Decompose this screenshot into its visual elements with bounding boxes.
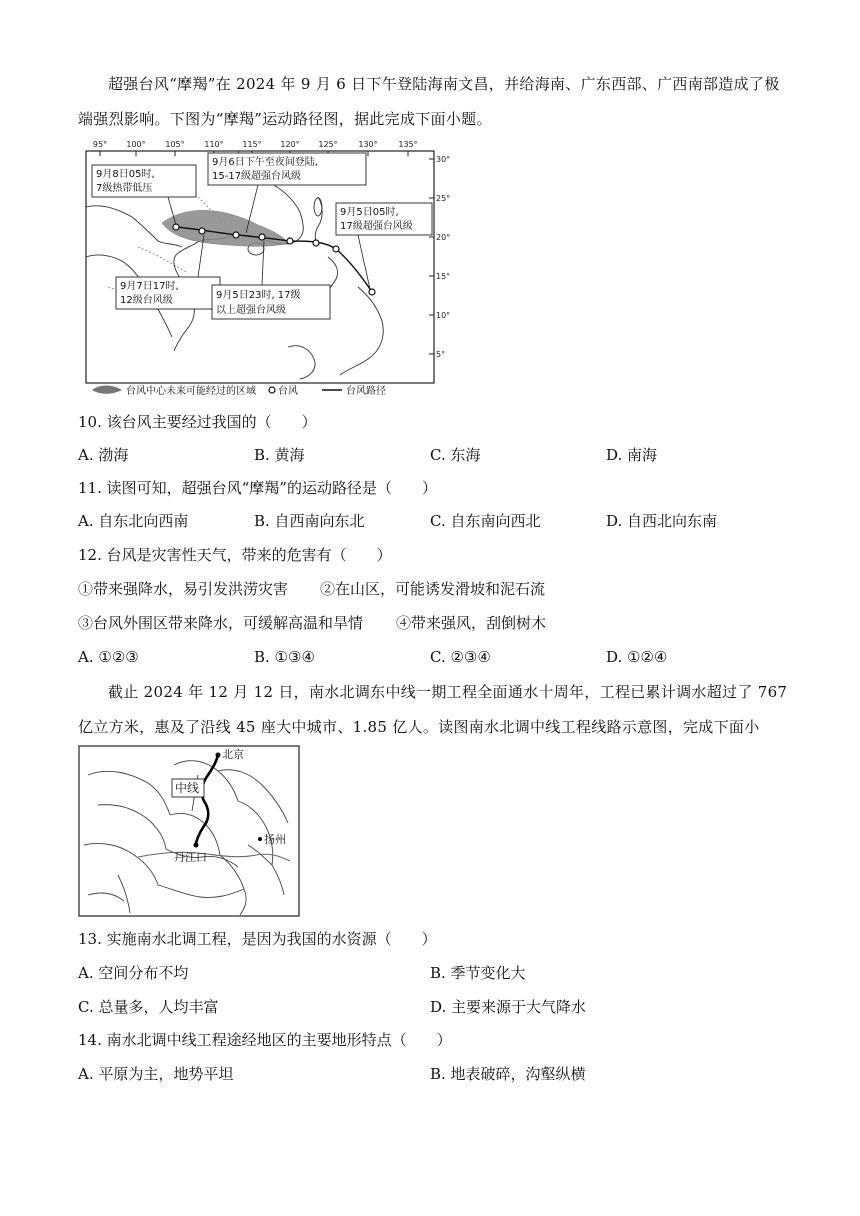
lon-label: 110° <box>204 140 224 149</box>
callout-sep5b-line1: 9月5日23时, 17级 <box>216 290 301 301</box>
callout-sep5a-line1: 9月5日05时, <box>340 207 399 218</box>
q11-option-b[interactable]: B. 自西南向东北 <box>254 512 365 530</box>
q10-option-b[interactable]: B. 黄海 <box>254 446 305 464</box>
callout-sep6-line2: 15-17级超强台风级 <box>212 171 302 182</box>
lon-label: 95° <box>92 140 108 149</box>
q14-option-b[interactable]: B. 地表破碎，沟壑纵横 <box>430 1065 586 1083</box>
q12-option-a[interactable]: A. ①②③ <box>78 648 139 666</box>
q12-option-c[interactable]: C. ②③④ <box>430 648 491 666</box>
typhoon-marker <box>333 246 339 252</box>
label-middle-line: 中线 <box>175 781 200 795</box>
callout-sep8-line1: 9月8日05时, <box>96 169 155 180</box>
label-beijing: 北京 <box>222 748 244 761</box>
q11-option-d[interactable]: D. 自西北向东南 <box>606 512 718 530</box>
q14-option-a[interactable]: A. 平原为主，地势平坦 <box>78 1065 234 1083</box>
lat-label: 10° <box>436 311 451 320</box>
danjiangkou-marker <box>194 843 199 848</box>
legend-typhoon-label: 台风 <box>278 386 298 397</box>
legend-typhoon-icon <box>269 387 275 393</box>
lat-label: 15° <box>436 272 451 281</box>
lat-label: 25° <box>436 194 451 203</box>
lat-label: 5° <box>436 350 446 359</box>
callout-sep5b-line2: 以上超强台风级 <box>216 305 286 316</box>
lon-label: 130° <box>358 140 378 149</box>
lat-label: 30° <box>436 155 451 164</box>
q12-statement-3: ③台风外围区带来降水，可缓解高温和旱情 <box>78 614 364 632</box>
q12-statement-1: ①带来强降水，易引发洪涝灾害 <box>78 580 289 598</box>
q11-option-c[interactable]: C. 自东南向西北 <box>430 512 541 530</box>
typhoon-marker <box>199 228 205 234</box>
water-diversion-map <box>78 745 300 917</box>
passage-typhoon <box>78 67 788 137</box>
callout-sep7-line2: 12级台风级 <box>120 295 173 306</box>
yangzhou-marker <box>258 837 262 841</box>
q11-stem: 11. 读图可知，超强台风“摩羯”的运动路径是（ ） <box>78 479 437 497</box>
lon-label: 105° <box>165 140 185 149</box>
q13-stem: 13. 实施南水北调工程，是因为我国的水资源（ ） <box>78 930 437 948</box>
q12-option-b[interactable]: B. ①③④ <box>254 648 315 666</box>
label-danjiangkou: 丹江口 <box>174 851 207 864</box>
legend-path-label: 台风路径 <box>346 386 386 397</box>
lon-label: 115° <box>242 140 262 149</box>
passage-water-diversion-text: 截止 2024 年 12 月 12 日，南水北调东中线一期工程全面通水十周年，工程已累计调水超过了 767 亿立方米，惠及了沿线 45 座大中城市、1.85 亿人。读图南水北调中线工程线路示意图，完成下面小 <box>78 683 788 736</box>
callout-sep6-line1: 9月6日下午至夜间登陆, <box>212 157 318 168</box>
beijing-marker <box>216 753 221 758</box>
legend-area-label: 台风中心未来可能经过的区域 <box>126 386 256 397</box>
lon-label: 120° <box>280 140 300 149</box>
label-yangzhou: 扬州 <box>264 833 286 846</box>
typhoon-marker <box>369 289 375 295</box>
q12-statement-2: ②在山区，可能诱发滑坡和泥石流 <box>320 580 546 598</box>
callout-sep7-line1: 9月7日17时, <box>120 281 179 292</box>
q13-option-c[interactable]: C. 总量多，人均丰富 <box>78 998 219 1016</box>
q13-option-b[interactable]: B. 季节变化大 <box>430 964 526 982</box>
typhoon-marker <box>287 238 293 244</box>
q14-stem: 14. 南水北调中线工程途经地区的主要地形特点（ ） <box>78 1031 452 1049</box>
q12-option-d[interactable]: D. ①②④ <box>606 648 668 666</box>
lon-label: 125° <box>318 140 338 149</box>
typhoon-marker <box>313 240 319 246</box>
passage-typhoon-text: 超强台风“摩羯”在 2024 年 9 月 6 日下午登陆海南文昌，并给海南、广东西部、广西南部造成了极端强烈影响。下图为“摩羯”运动路径图，据此完成下面小题。 <box>78 75 780 128</box>
typhoon-path-map <box>78 137 452 399</box>
callout-sep5a-line2: 17级超强台风级 <box>340 221 413 232</box>
callout-sep8-line2: 7级热带低压 <box>96 183 153 194</box>
lat-label: 20° <box>436 233 451 242</box>
q10-stem: 10. 该台风主要经过我国的（ ） <box>78 413 317 431</box>
q12-statement-4: ④带来强风，刮倒树木 <box>396 614 547 632</box>
lon-label: 135° <box>398 140 418 149</box>
q13-option-a[interactable]: A. 空间分布不均 <box>78 964 189 982</box>
q10-option-d[interactable]: D. 南海 <box>606 446 658 464</box>
q10-option-c[interactable]: C. 东海 <box>430 446 481 464</box>
q13-option-d[interactable]: D. 主要来源于大气降水 <box>430 998 587 1016</box>
q10-option-a[interactable]: A. 渤海 <box>78 446 129 464</box>
q11-option-a[interactable]: A. 自东北向西南 <box>78 512 189 530</box>
typhoon-marker <box>259 234 265 240</box>
typhoon-marker <box>233 232 239 238</box>
q12-stem: 12. 台风是灾害性天气，带来的危害有（ ） <box>78 546 392 564</box>
lon-label: 100° <box>126 140 146 149</box>
